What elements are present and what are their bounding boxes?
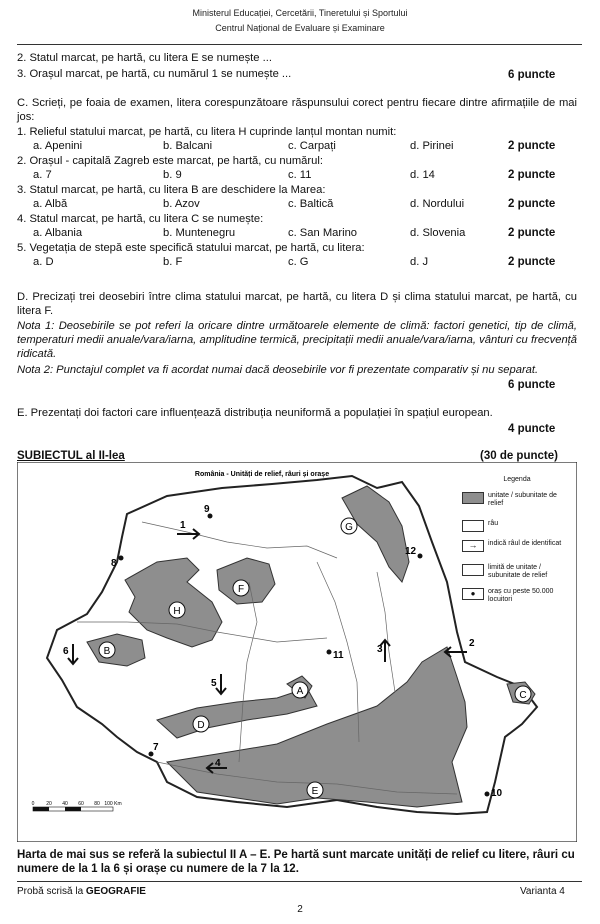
points-c5: 2 puncte xyxy=(508,256,556,268)
city-label-11: 11 xyxy=(333,650,344,661)
option-d: d. Slovenia xyxy=(410,227,466,239)
option-a: a. Apenini xyxy=(33,140,83,152)
scale-label: 100 Km xyxy=(104,801,122,807)
river-label-2: 2 xyxy=(469,638,475,649)
option-c: c. G xyxy=(288,256,309,268)
river-label-6: 6 xyxy=(63,646,69,657)
section-e-text: E. Prezentați doi factori care influențează distribuția neuniformă a populației în spațiul european. xyxy=(17,407,493,419)
legend-arrow-label: indică râul de identificat xyxy=(488,540,562,547)
option-c: c. Carpați xyxy=(288,140,336,152)
option-b: b. F xyxy=(163,256,183,268)
scale-label: 20 xyxy=(46,801,52,807)
question-c3: 3. Statul marcat, pe hartă, cu litera B are deschidere la Marea: xyxy=(17,184,326,196)
section-d-nota2: Nota 2: Punctajul complet va fi acordat numai dacă deosebirile vor fi prezentate comparativ și nu separat. xyxy=(17,364,539,376)
option-a: a. Albă xyxy=(33,198,68,210)
section-d-nota1: Nota 1: Deosebirile se pot referi la oricare dintre următoarele elemente de climă: factori genetici, tip de climă, temperaturi medii anuale/vara/iarna, amplitudine termică, precipitații medii anuale/vara/iarna, vânturi cu frecvență ridicată. xyxy=(17,320,577,360)
subject2-points: (30 de puncte) xyxy=(480,450,558,462)
footer-variant: Varianta 4 xyxy=(520,886,565,897)
city-label-10: 10 xyxy=(491,788,503,799)
river-label-3: 3 xyxy=(377,644,383,655)
city-label-7: 7 xyxy=(153,742,159,753)
legend-river-swatch xyxy=(462,520,484,532)
unit-label-b: B xyxy=(103,646,111,657)
option-d: d. J xyxy=(410,256,429,268)
scale-label: 60 xyxy=(78,801,84,807)
header-divider xyxy=(17,44,582,45)
question-b2: 2. Statul marcat, pe hartă, cu litera E se numește ... xyxy=(17,52,272,64)
option-b: b. 9 xyxy=(163,169,182,181)
river-label-5: 5 xyxy=(211,678,217,689)
scale-label: 0 xyxy=(31,801,35,807)
option-c: c. Baltică xyxy=(288,198,334,210)
city-10-dot xyxy=(485,792,490,797)
points-c3: 2 puncte xyxy=(508,198,556,210)
romania-map xyxy=(17,462,577,842)
section-d-text: D. Precizați trei deosebiri între clima statului marcat, pe hartă, cu litera D și clima statului marcat, pe hartă, cu litera F. xyxy=(17,291,577,317)
footer-divider xyxy=(17,881,582,882)
scale-bar xyxy=(33,807,113,811)
unit-label-a: A xyxy=(296,686,304,697)
city-label-9: 9 xyxy=(204,504,210,515)
points-c2: 2 puncte xyxy=(508,169,556,181)
option-a: a. Albania xyxy=(33,227,83,239)
points-c1: 2 puncte xyxy=(508,140,556,152)
unit-label-e: E xyxy=(311,786,319,797)
page-number: 2 xyxy=(297,904,303,915)
city-12-dot xyxy=(418,554,423,559)
option-a: a. D xyxy=(33,256,54,268)
legend-relief-label: unitate / subunitate de relief xyxy=(488,492,557,507)
unit-label-c: C xyxy=(519,690,527,701)
unit-label-g: G xyxy=(345,522,353,533)
city-11-dot xyxy=(327,650,332,655)
city-8-dot xyxy=(119,556,124,561)
question-c5: 5. Vegetația de stepă este specifică statului marcat, pe hartă, cu litera: xyxy=(17,242,365,254)
points-e: 4 puncte xyxy=(508,423,556,435)
legend-river-label: râu xyxy=(488,520,499,527)
scale-label: 80 xyxy=(94,801,100,807)
header-ministry: Ministerul Educației, Cercetării, Tineretului și Sportului xyxy=(192,8,408,18)
city-label-12: 12 xyxy=(405,546,417,557)
header-center: Centrul Național de Evaluare și Examinare xyxy=(215,23,385,33)
legend-title: Legenda xyxy=(503,476,531,483)
legend-boundary-label: limită de unitate / subunitate de relief xyxy=(488,564,548,579)
points-d: 6 puncte xyxy=(508,379,556,391)
river-label-4: 4 xyxy=(215,758,221,769)
city-dot-icon: ● xyxy=(462,588,484,600)
arrow-right-icon: → xyxy=(462,540,484,552)
map-legend xyxy=(462,476,572,636)
map-caption: Harta de mai sus se referă la subiectul II A – E. Pe hartă sunt marcate unități de relief cu litere, râuri cu numere de la 1 la 6 și orașe cu numere de la 7 la 12. xyxy=(17,849,575,875)
option-b: b. Azov xyxy=(163,198,200,210)
question-c2: 2. Orașul - capitală Zagreb este marcat, pe hartă, cu numărul: xyxy=(17,155,323,167)
scale-label: 40 xyxy=(62,801,68,807)
option-b: b. Balcani xyxy=(163,140,213,152)
unit-label-d: D xyxy=(197,720,205,731)
footer-subject: Probă scrisă la GEOGRAFIE xyxy=(17,886,146,897)
option-d: d. Nordului xyxy=(410,198,465,210)
section-c-intro: C. Scrieți, pe foaia de examen, litera corespunzătoare răspunsului corect pentru fiecare dintre afirmațiile de mai jos: xyxy=(17,97,577,123)
option-d: d. 14 xyxy=(410,169,435,181)
legend-relief-swatch xyxy=(462,492,484,504)
legend-boundary-swatch xyxy=(462,564,484,576)
city-label-8: 8 xyxy=(111,558,117,569)
subject2-title: SUBIECTUL al II-lea xyxy=(17,450,125,462)
question-b3: 3. Orașul marcat, pe hartă, cu numărul 1 se numește ... xyxy=(17,68,292,80)
option-c: c. 11 xyxy=(288,169,312,181)
option-c: c. San Marino xyxy=(288,227,358,239)
map-title: România - Unități de relief, râuri și orașe xyxy=(194,471,330,478)
points-c4: 2 puncte xyxy=(508,227,556,239)
question-c1: 1. Relieful statului marcat, pe hartă, cu litera H cuprinde lanțul montan numit: xyxy=(17,126,397,138)
option-d: d. Pirinei xyxy=(410,140,454,152)
option-a: a. 7 xyxy=(33,169,52,181)
unit-label-f: F xyxy=(237,584,245,595)
points-b: 6 puncte xyxy=(508,69,556,81)
unit-label-h: H xyxy=(173,606,181,617)
option-b: b. Muntenegru xyxy=(163,227,236,239)
river-label-1: 1 xyxy=(180,520,186,531)
legend-city-label: oraș cu peste 50.000 locuitori xyxy=(488,588,554,603)
question-c4: 4. Statul marcat, pe hartă, cu litera C se numește: xyxy=(17,213,264,225)
